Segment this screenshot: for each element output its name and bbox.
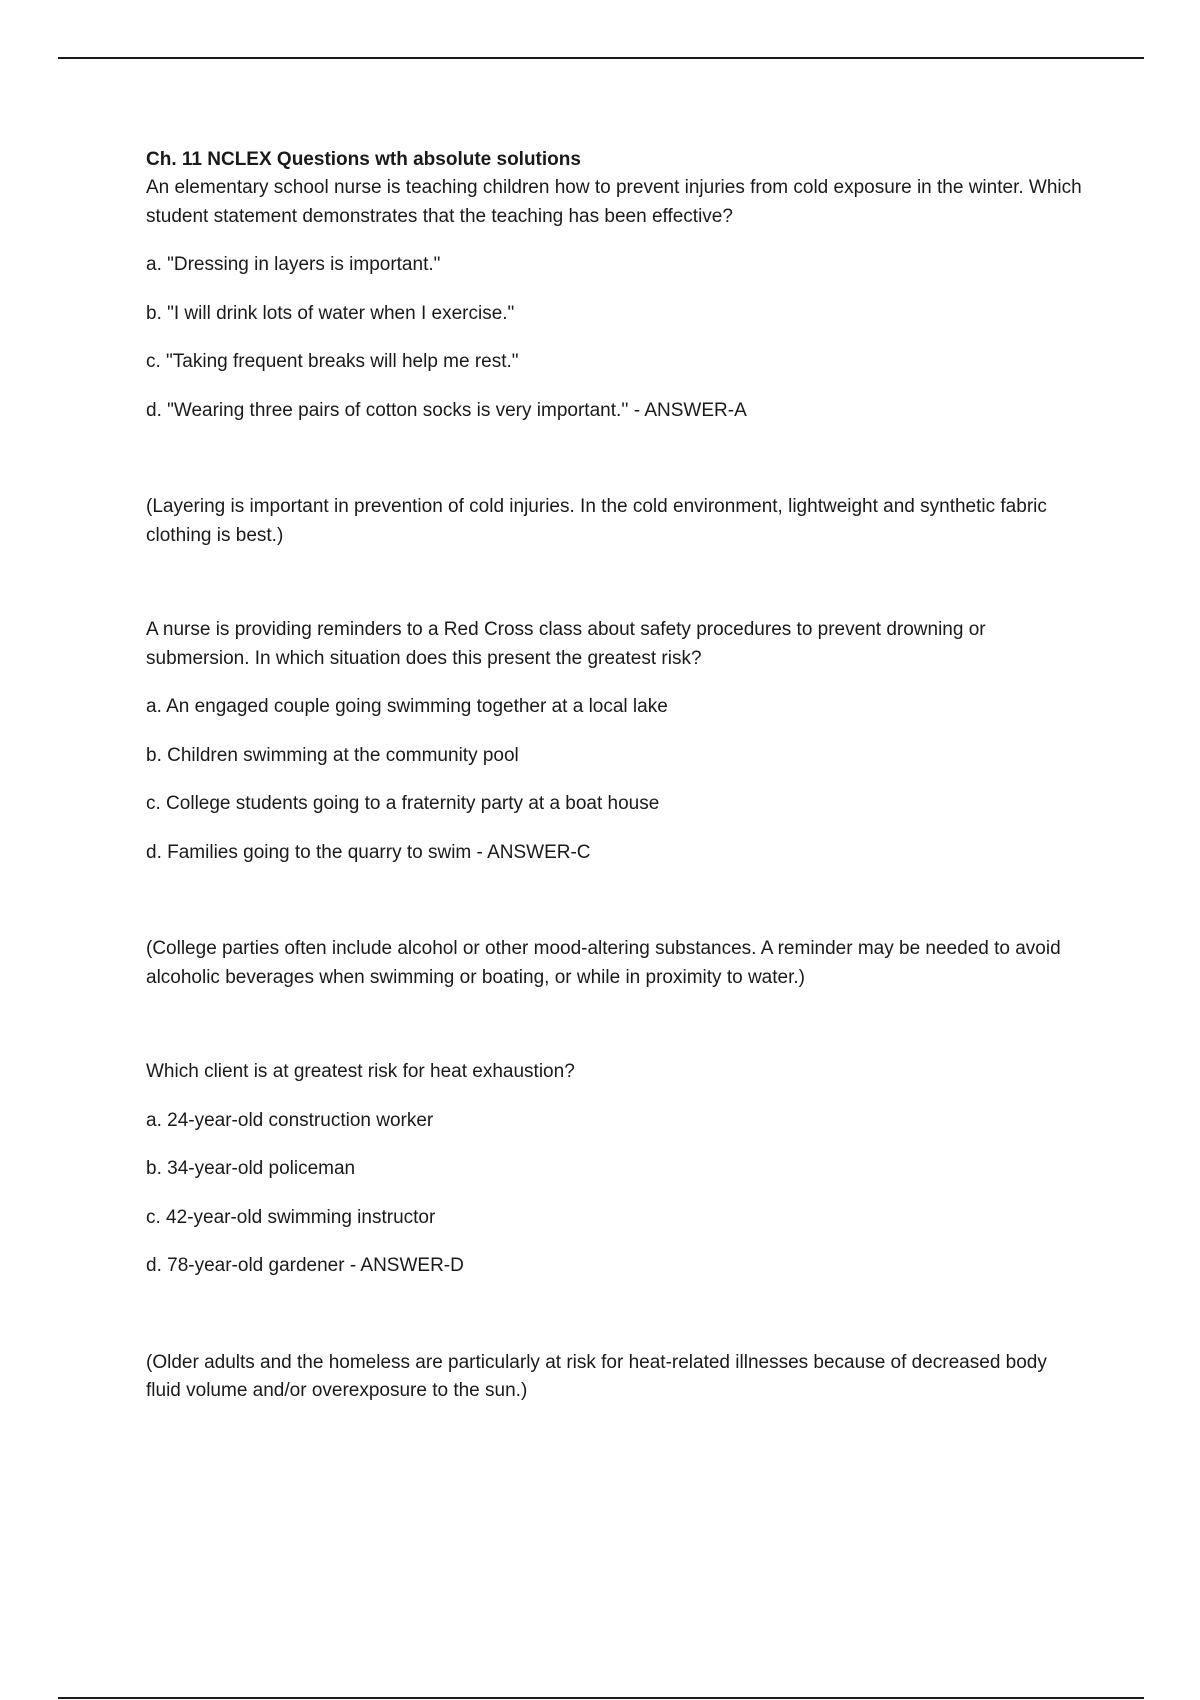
- option-c: c. "Taking frequent breaks will help me rest.": [146, 351, 519, 372]
- option-b: b. "I will drink lots of water when I exercise.": [146, 302, 515, 324]
- document-title: Ch. 11 NCLEX Questions wth absolute solutions: [146, 149, 581, 170]
- rationale: (College parties often include alcohol or other mood-altering substances. A reminder may be needed to avoid alcoholic beverages when swimming or boating, or while in proximity to water.): [146, 938, 1061, 988]
- option-d-with-answer: d. Families going to the quarry to swim - ANSWER-C: [146, 841, 591, 863]
- option-d-with-answer: d. 78-year-old gardener - ANSWER-D: [146, 1255, 464, 1276]
- rationale: (Layering is important in prevention of cold injuries. In the cold environment, lightweight and synthetic fabric clothing is best.): [146, 496, 1047, 546]
- option-b: b. 34-year-old policeman: [146, 1158, 356, 1179]
- document-body: [146, 146, 1086, 1406]
- option-d-with-answer: d. "Wearing three pairs of cotton socks is very important.'' - ANSWER-A: [146, 399, 747, 421]
- option-a: a. "Dressing in layers is important.": [146, 254, 441, 275]
- option-a: a. 24-year-old construction worker: [146, 1109, 434, 1131]
- question-block-1: [146, 174, 1086, 550]
- option-a: a. An engaged couple going swimming together at a local lake: [146, 696, 668, 717]
- question-stem: A nurse is providing reminders to a Red Cross class about safety procedures to prevent drowning or submersion. In which situation does this present the greatest risk?: [146, 619, 986, 669]
- option-c: c. 42-year-old swimming instructor: [146, 1206, 436, 1228]
- question-stem: An elementary school nurse is teaching children how to prevent injuries from cold exposure in the winter. Which student statement demonstrates that the teaching has been effective?: [146, 177, 1082, 227]
- footer-rule: [58, 1697, 1144, 1699]
- rationale: (Older adults and the homeless are particularly at risk for heat-related illnesses because of decreased body fluid volume and/or overexposure to the sun.): [146, 1351, 1047, 1401]
- question-stem: Which client is at greatest risk for heat exhaustion?: [146, 1061, 575, 1082]
- option-b: b. Children swimming at the community pool: [146, 744, 519, 766]
- option-c: c. College students going to a fraternity party at a boat house: [146, 793, 660, 814]
- question-block-3: [146, 1058, 1086, 1406]
- header-rule: [58, 57, 1144, 59]
- question-block-2: [146, 616, 1086, 992]
